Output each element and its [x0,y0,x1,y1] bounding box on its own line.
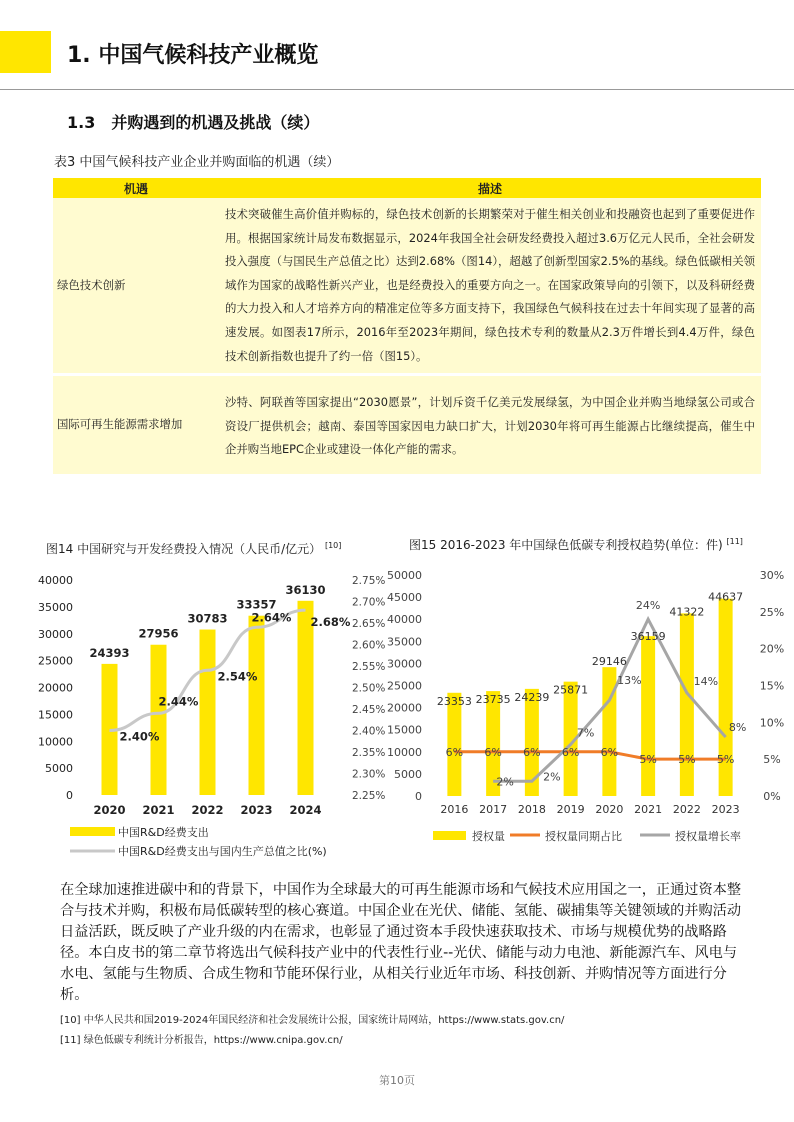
y-tick-label: 0 [415,790,422,803]
x-tick-label: 2021 [634,803,663,816]
legend-label-bar: 授权量 [472,830,505,843]
bar [680,613,694,796]
y-tick-label: 25000 [38,654,73,668]
y2-tick-label: 2.45% [352,704,386,716]
ratio-value-label: 2.54% [217,669,258,684]
x-tick-label: 2021 [142,803,175,817]
bar-value-label: 41322 [669,605,705,619]
y2-tick-label: 2.50% [352,682,386,695]
bar [298,601,314,795]
y-tick-label: 5000 [45,762,73,776]
legend-swatch-bar [70,827,115,836]
x-tick-label: 2022 [191,803,224,817]
bar-value-label: 27956 [138,626,179,641]
y-tick-label: 10000 [387,745,422,759]
growth-value-label: 2% [543,770,561,784]
y-tick-label: 30000 [38,627,73,641]
bar-value-label: 29146 [591,655,627,669]
table-row [53,375,761,474]
chapter-title: 1. 中国气候科技产业概览 [67,43,319,68]
y-tick-label: 15000 [387,723,422,737]
row-description: 沙特、阿联酋等国家提出“2030愿景”，计划斥资千亿美元发展绿氢，为中国企业并购当地绿氢公司或合资设厂提供机会；越南、泰国等国家因电力缺口扩大，计划2030年将可再生能源占比继续提高，催生中企并购当地EPC企业或建设一体化产能的需求。 [219,375,761,474]
y2-tick-label: 2.55% [352,661,386,673]
bar-value-label: 23353 [436,694,472,708]
share-value-label: 6% [445,745,464,759]
growth-value-label: 24% [635,599,661,613]
legend-label-bar: 中国R&D经费支出 [118,826,209,839]
bar-value-label: 36159 [630,630,666,644]
ratio-value-label: 2.44% [158,694,199,709]
table-header-row [53,178,761,198]
y-tick-label: 35000 [387,635,422,649]
header-divider [0,89,794,90]
y2-tick-label: 0% [763,790,781,803]
legend-label-growth: 授权量增长率 [675,830,741,843]
y2-tick-label: 2.25% [352,790,386,802]
fig14-ref: [10] [324,541,342,550]
y-tick-label: 45000 [387,591,422,605]
fig14-title [46,540,341,557]
fig15-title-text: 图15 2016-2023 年中国绿色低碳专利授权趋势(单位：件) [409,538,723,552]
bar [249,616,265,795]
bar [716,599,735,796]
y-tick-label: 50000 [387,569,422,582]
x-tick-label: 2020 [93,803,126,817]
x-tick-label: 2016 [440,803,469,816]
y2-tick-label: 25% [759,605,785,619]
ratio-value-label: 2.68% [310,615,351,630]
y2-tick-label: 2.65% [352,618,386,630]
y2-tick-label: 2.40% [352,725,386,738]
y2-tick-label: 2.75% [352,575,386,587]
y2-tick-label: 2.30% [352,768,386,781]
y-tick-label: 0 [66,789,73,802]
bar-value-label: 44637 [708,590,744,604]
y-tick-label: 20000 [387,701,422,715]
fig15-title [409,536,743,553]
x-tick-label: 2018 [517,803,546,816]
y2-tick-label: 10% [759,716,785,730]
footnote-10: [10] 中华人民共和国2019-2024年国民经济和社会发展统计公报，国家统计局网站，https://www.stats.gov.cn/ [60,1015,565,1026]
x-tick-label: 2020 [595,803,624,816]
share-value-label: 6% [484,745,502,759]
growth-value-label: 2% [496,775,514,789]
bar [151,645,167,795]
section-title: 1.3 并购遇到的机遇及挑战（续） [67,113,320,132]
share-value-label: 5% [716,753,735,767]
y2-tick-label: 15% [759,679,785,693]
y-tick-label: 10000 [38,735,73,749]
y-tick-label: 35000 [38,600,73,614]
row-opportunity: 国际可再生能源需求增加 [53,375,219,474]
page-number: 第10页 [379,1074,415,1087]
bar-value-label: 24239 [514,690,550,704]
x-tick-label: 2022 [672,803,701,816]
x-tick-label: 2019 [556,803,585,816]
share-value-label: 5% [639,753,657,767]
share-value-label: 6% [561,745,580,759]
bar [641,636,655,796]
opportunities-table [53,178,761,474]
y-tick-label: 40000 [38,574,73,587]
share-value-label: 6% [600,745,619,759]
bar-value-label: 30783 [187,611,228,626]
legend-swatch-bar [433,831,466,840]
growth-value-label: 8% [728,721,747,735]
y2-tick-label: 2.70% [352,596,386,609]
x-tick-label: 2023 [711,803,740,816]
table-caption: 表3 中国气候科技产业企业并购面临的机遇（续） [54,155,340,170]
y-tick-label: 15000 [38,708,73,722]
bar-value-label: 23735 [475,693,511,707]
body-paragraph: 在全球加速推进碳中和的背景下，中国作为全球最大的可再生能源市场和气候技术应用国之一，正通过资本整合与技术并购，积极布局低碳转型的核心赛道。中国企业在光伏、储能、氢能、碳捕集等关键领域的并购活动日益活跃，既反映了产业升级的内在需求，也彰显了通过资本手段快速获取技术、市场与规模优势的战略路径。本白皮书的第二章节将选出气候科技产业中的代表性行业--光伏、储能与动力电池、新能源汽车、风电与水电、氢能与生物质、合成生物和节能环保行业，从相关行业近年市场、科技创新、并购情况等方面进行分析。 [60,882,742,1003]
fig14-chart [0,560,400,865]
header-opportunity: 机遇 [53,178,219,198]
y2-tick-label: 30% [759,569,785,582]
fig15-chart [387,560,794,850]
legend-label-share: 授权量同期占比 [545,830,622,843]
y2-tick-label: 5% [763,753,781,767]
y-tick-label: 30000 [387,657,422,671]
share-value-label: 5% [678,753,696,767]
growth-value-label: 13% [617,674,642,688]
ratio-value-label: 2.40% [119,729,160,744]
ratio-value-label: 2.64% [251,610,292,625]
bar-value-label: 24393 [89,645,130,660]
bar [600,667,619,796]
legend-label-line: 中国R&D经费支出与国内生产总值之比(%) [118,845,327,858]
fig15-ref: [11] [726,537,743,546]
y-tick-label: 5000 [394,767,422,781]
x-tick-label: 2024 [289,803,322,817]
growth-value-label: 14% [693,674,719,688]
header-accent-bar [0,31,51,73]
footnote-11: [11] 绿色低碳专利统计分析报告，https://www.cnipa.gov.cn/ [60,1035,343,1046]
row-opportunity: 绿色技术创新 [53,198,219,375]
y-tick-label: 25000 [387,679,422,693]
bar-value-label: 33357 [236,597,277,612]
growth-value-label: 7% [576,726,595,740]
fig14-title-text: 图14 中国研究与开发经费投入情况（人民币/亿元） [46,542,322,556]
bar-value-label: 36130 [285,582,326,597]
header-description: 描述 [219,178,761,198]
bar-value-label: 25871 [553,683,589,697]
y2-tick-label: 20% [759,642,785,656]
y-tick-label: 40000 [387,613,422,627]
x-tick-label: 2017 [479,803,508,816]
row-description: 技术突破催生高价值并购标的，绿色技术创新的长期繁荣对于催生相关创业和投融资也起到了重要促进作用。根据国家统计局发布数据显示，2024年我国全社会研发经费投入超过3.6万亿元人民币，全社会研发投入强度（与国民生产总值之比）达到2.68%（图14），超越了创新型国家2.5%的基线。绿色低碳相关领域作为国家的战略性新兴产业，也是经费投入的重要方向之一。在国家政策导向的引领下，以及科研经费的大力投入和人才培养方向的精准定位等多方面支持下，我国绿色气候科技在过去十年间实现了显著的高速发展。如图表17所示，2016年至2023年期间，绿色技术专利的数量从2.3万件增长到4.4万件，绿色技术创新指数也提升了约一倍（图15）。 [219,198,761,375]
x-tick-label: 2023 [240,803,273,817]
share-value-label: 6% [523,745,541,759]
y2-tick-label: 2.60% [352,639,386,652]
y-tick-label: 20000 [38,681,73,695]
y2-tick-label: 2.35% [352,747,386,759]
bar [200,630,216,795]
table-row [53,198,761,375]
